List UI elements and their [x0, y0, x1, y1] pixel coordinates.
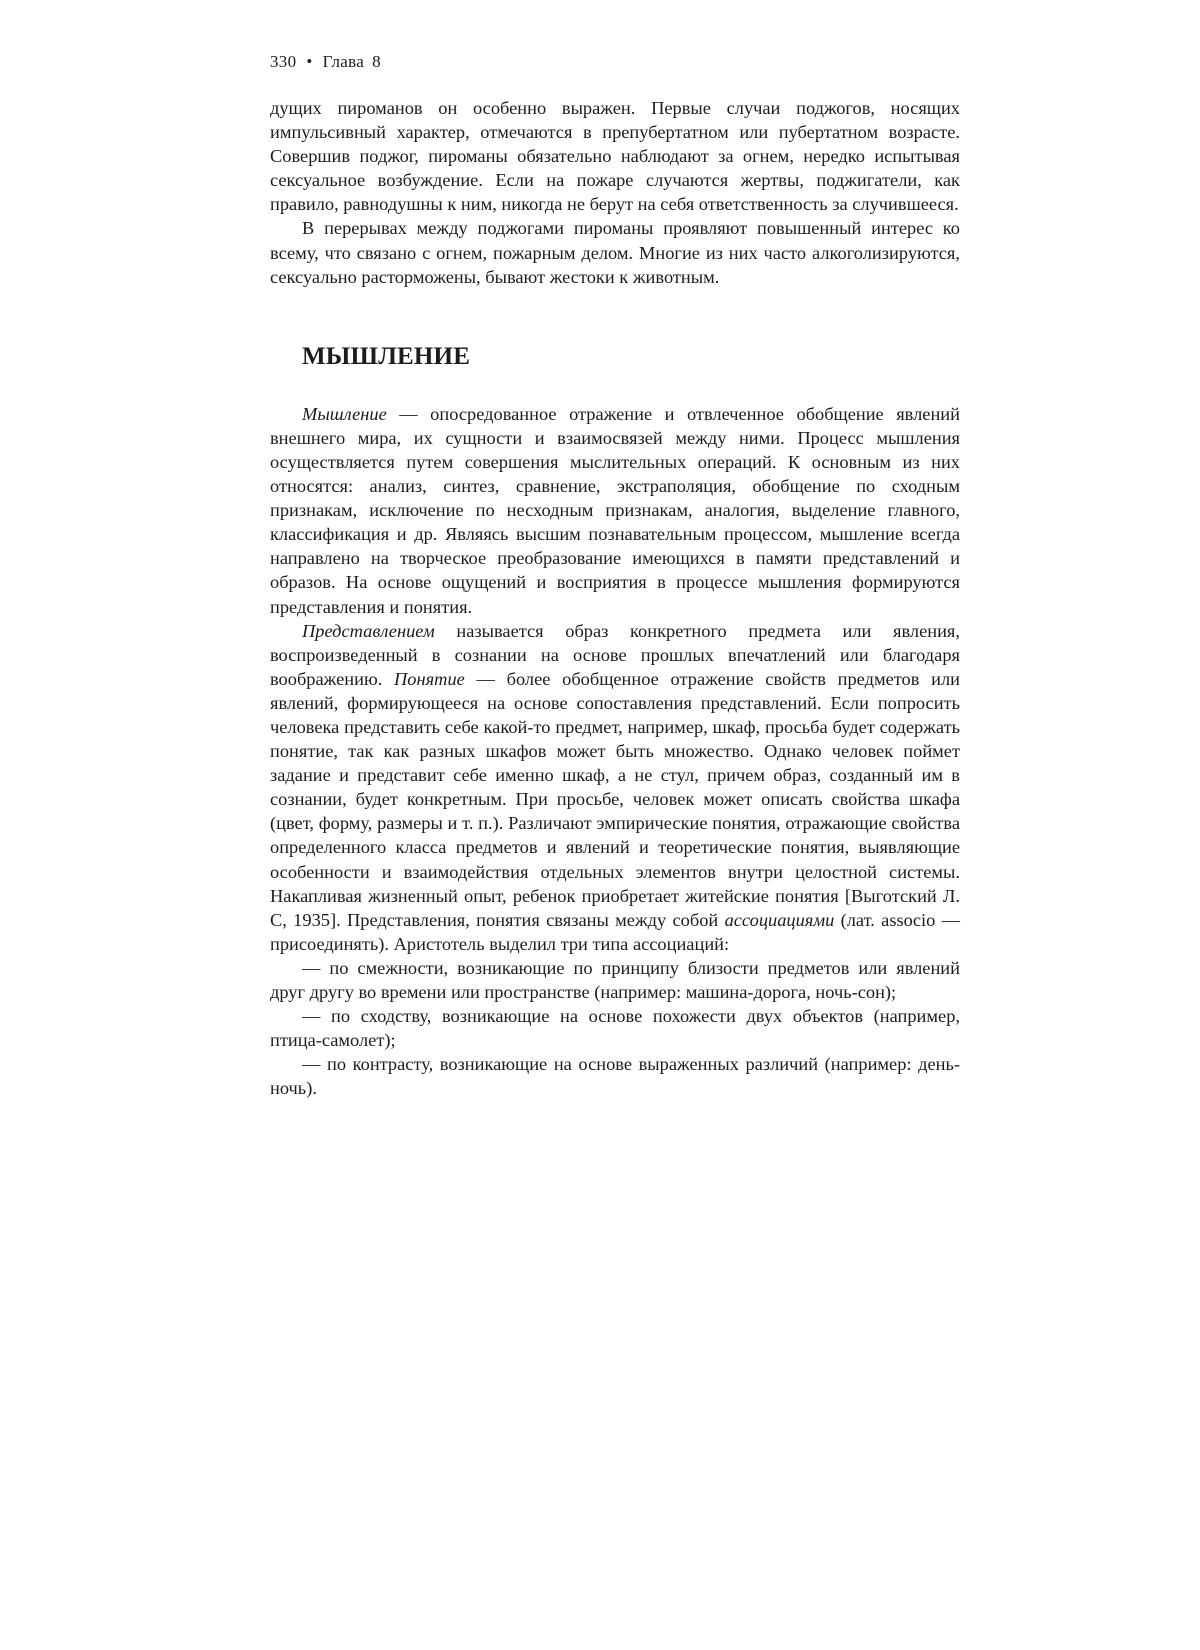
- paragraph-text: — опосредованное отражение и отвлеченное обобщение явлений внешнего мира, их сущности и взаимосвязей между ними. Процесс мышления осуществляется путем совершения мыслительных операций. К основным из них относятся: анализ, синтез, сравнение, экстраполяция, обобщение по сходным признакам, исключение по несходным признакам, аналогия, выделение главного, классификация и др. Являясь высшим познавательным процессом, мышление всегда направлено на творческое преобразование имеющихся в памяти представлений и образов. На основе ощущений и восприятия в процессе мышления формируются представления и понятия.: [270, 403, 960, 617]
- list-item-contrast: — по контрасту, возникающие на основе выраженных различий (например: день-ночь).: [270, 1054, 960, 1099]
- paragraph-text: называется образ конкретного предмета или явления, воспроизведенный в сознании на основе прошлых впечатлений или благодаря воображению.: [270, 620, 960, 689]
- page-body: [270, 96, 960, 1100]
- term-associations: ассоциациями: [724, 909, 835, 930]
- list-item-contiguity: — по смежности, возникающие по принципу близости предметов или явлений друг другу во времени или пространстве (например: машина-дорога, ночь-сон);: [270, 957, 960, 1002]
- paragraph-text: (лат. associo — присоединять). Аристотель выделил три типа ассоциаций:: [270, 909, 960, 954]
- term-thinking: Мышление: [302, 403, 387, 424]
- paragraph-representation: [270, 619, 960, 956]
- paragraph-text: — более обобщенное отражение свойств предметов или явлений, формирующееся на основе сопоставления представлений. Если попросить человека представить себе какой-то предмет, например, шкаф, просьба будет содержать понятие, так как разных шкафов может быть множество. Однако человек поймет задание и представит себе именно шкаф, а не стул, причем образ, созданный им в сознании, будет конкретным. При просьбе, человек может описать свойства шкафа (цвет, форму, размеры и т. п.). Различают эмпирические понятия, отражающие свойства определенного класса предметов и явлений и теоретические понятия, выявляющие особенности и взаимодействия отдельных элементов внутри целостной системы. Накапливая жизненный опыт, ребенок приобретает житейские понятия [Выготский Л. С, 1935]. Представления, понятия связаны между собой: [270, 668, 960, 930]
- section-heading: МЫШЛЕНИЕ: [302, 342, 471, 370]
- term-concept: Понятие: [394, 668, 465, 689]
- running-header: [270, 51, 381, 73]
- chapter-label: Глава: [322, 52, 365, 71]
- term-representation: Представлением: [302, 620, 435, 641]
- paragraph-thinking-definition: [270, 402, 960, 619]
- list-item-similarity: — по сходству, возникающие на основе похожести двух объектов (например, птица-самолет);: [270, 1006, 960, 1051]
- paragraph-continued: дущих пироманов он особенно выражен. Первые случаи поджогов, носящих импульсивный характер, отмечаются в препубертатном или пубертатном возрасте. Совершив поджог, пироманы обязательно наблюдают за огнем, нередко испытывая сексуальное возбуждение. Если на пожаре случаются жертвы, поджигатели, как правило, равнодушны к ним, никогда не берут на себя ответственность за случившееся.: [270, 98, 960, 215]
- chapter-number: 8: [372, 52, 381, 71]
- paragraph-pyromania: В перерывах между поджогами пироманы проявляют повышенный интерес ко всему, что связано с огнем, пожарным делом. Многие из них часто алкоголизируются, сексуально расторможены, бывают жестоки к животным.: [270, 218, 960, 287]
- page-number: 330: [270, 52, 297, 71]
- header-separator: •: [306, 52, 313, 71]
